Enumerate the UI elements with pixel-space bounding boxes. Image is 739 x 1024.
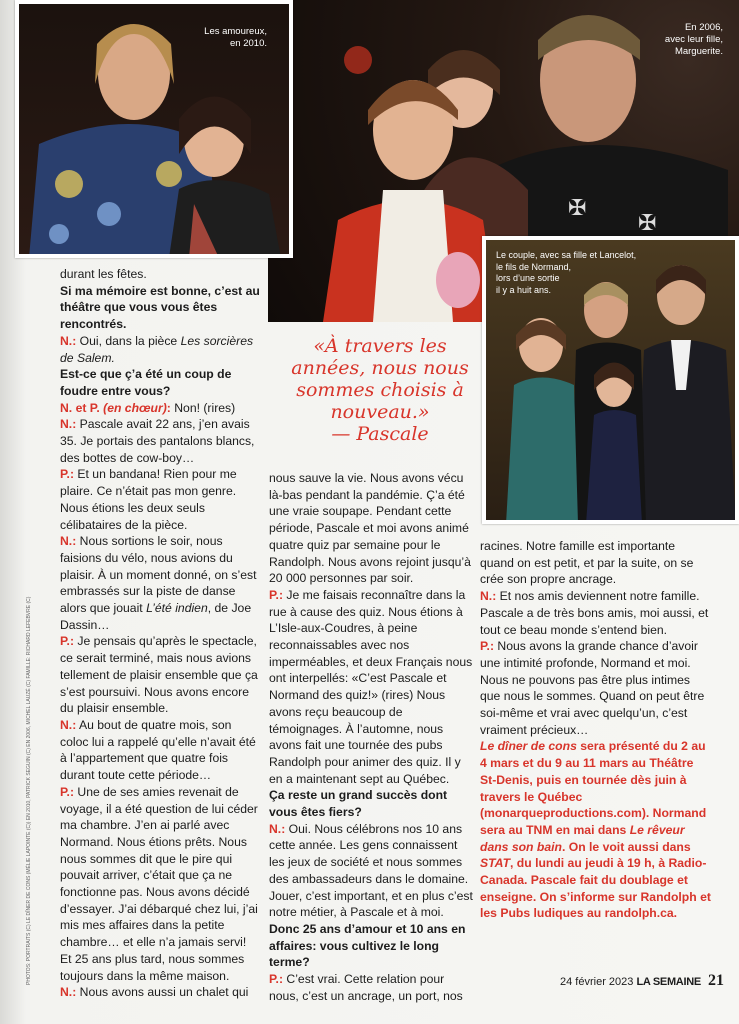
question: Donc 25 ans d’amour et 10 ans en affaires: vous cultivez le long terme? [269,921,466,970]
answer-text: Je me faisais reconnaître dans la rue à cause des quiz. Nous étions à L’Isle-aux-Coudres, à peine reconnaissables avec nos imperméables, et deux Français nous ont interpellés: «C’est Pascale et Normand des quiz!» (rires) Nous avons reçu beaucoup de témoignages. À l’automne, nous avons fait une tournée des pubs Randolph pour animer des quiz. Il y en a maintenant sept au Québec. [269,587,473,786]
question: Si ma mémoire est bonne, c’est au théâtre que vous vous êtes rencontrés. [60,283,260,332]
caption-2010: Les amoureux, en 2010. [204,26,267,49]
info-box: Le dîner de cons sera présenté du 2 au 4 mars et du 9 au 11 mars au Théâtre St-Denis, puis en tournée dès juin à travers le Québec (monarqueproductions.com). Normand sera au TNM en mai dans Le rêveur dans son bain. On le voit aussi dans STAT, du lundi au jeudi à 19 h, à Radio-Canada. Pascale fait du doublage et enseigne. On s’informe sur Randolph et les Pubs ludiques au randolph.ca. [480,739,711,921]
show-title: Le rêveur dans son bain [480,822,685,854]
answer-text: Nous avons aussi un chalet qui [79,985,249,1000]
photo-couple-2010 [15,0,293,258]
column-2 [269,470,475,1005]
page-footer [560,972,724,990]
show-title: Le dîner de cons [480,739,577,754]
answer-text: racines. Notre famille est importante quand on est petit, et par la suite, on se crée son propre ancrage. [480,539,694,587]
svg-text:✠: ✠ [568,196,587,221]
answer-text: Et nos amis deviennent notre famille. Pascale a de très bons amis, moi aussi, et tout ce beau monde s’entend bien. [480,589,709,637]
speaker-label: N.: [269,821,286,836]
magazine-name: LA SEMAINE [636,976,701,988]
speaker-note: (en chœur) [103,400,167,415]
answer-text: Pascale avait 22 ans, j’en avais 35. Je portais des pantalons blancs, des bottes de cow-boy… [60,417,255,465]
pull-quote-attribution: — Pascale [331,423,429,445]
answer-text: Nous sortions le soir, nous faisions du vélo, nous avions du plaisir. À un moment donné, on s’est embrassés sur la piste de danse alors que jouait [60,534,257,616]
issue-date: 24 février 2023 [560,976,634,988]
caption-outing: Le couple, avec sa fille et Lancelot, le fils de Normand, lors d’une sortie il y a huit ans. [496,250,637,295]
photo-credit: PHOTOS: PORTRAITS (C) LE DÎNER DE CONS (MÉLIE LAPOINTE (C)) EN 2010, PATRICK SEGUIN (C) EN 2006, MICHEL LAUZÉ (C) FAMILLE: RICHARD LEFEBVRE (C) [26,596,32,985]
answer-text: Oui, dans la pièce [79,333,178,348]
answer-text: Oui. Nous célébrons nos 10 ans cette année. Les gens connaissent les jeux de société et nous sommes des ambassadeurs dans le domaine. Jouer, c’est important, et en plus c’est notre métier, à Pascale et à moi. [269,821,473,920]
pull-quote-text: «À travers les années, nous nous sommes choisis à nouveau.» [291,335,469,423]
speaker-label: N.: [60,417,77,432]
answer-text: Non! (rires) [174,400,236,415]
caption-2006: En 2006, avec leur fille, Marguerite. [664,22,723,57]
speaker-label: P.: [480,639,495,654]
photo-family-outing [482,236,739,524]
column-1: durant les fêtes. Si ma mémoire est bonne, c’est au théâtre que vous vous êtes rencontrés. N.: Oui, dans la pièce Les sorcières de Salem. Est-ce que ç’a été un coup de foudre entre vous? N. et P. (en chœur): Non! (rires) N.: Pascale avait 22 ans, j’en avais 35. Je portais des pantalons blancs, des bottes de cow-boy… P.: Et un bandana! Rien pour me plaire. Ce n’était pas mon genre. Nous étions les deux seuls célibataires de la pièce. N.: Nous sortions le soir, nous faisions du vélo, nous avions du plaisir. À un moment donné, on s’est embrassés sur la piste de danse alors que jouait L’été indien, de Joe Dassin… P.: Je pensais qu’après le spectacle, ce serait terminé, mais nous avions tellement de plaisir ensemble que ça s’est poursuivi. Nous avons encore du plaisir ensemble. N.: Au bout de quatre mois, son coloc lui a rappelé qu’elle n’avait été à l’appartement que quatre fois durant toute cette période… P.: Une de ses amies revenait de voyage, il a été question de lui céder ma chambre. J’en ai parlé avec Normand. Nous étions prêts. Nous nous sommes dit que le pire qui pouvait arriver, c’était que ça ne fonctionne pas. Nous avons décidé d’essayer. J’ai débarqué chez lui, j’ai mis mes affaires dans la petite chambre… et elle n’a jamais servi! Et 25 ans plus tard, nous sommes toujours dans la même maison. N.: Nous avons aussi un chalet qui [60,267,260,1000]
answer-text: Je pensais qu’après le spectacle, ce serait terminé, mais nous avions tellement de plaisir ensemble que ça s’est poursuivi. Nous avons encore du plaisir ensemble. [60,634,258,716]
answer-text: Une de ses amies revenait de voyage, il a été question de lui céder ma chambre. J’en ai parlé avec Normand. Nous étions prêts. Nous nous sommes dit que le pire qui pouvait arriver, c’était que ça ne fonctionne pas. Nous avons décidé d’essayer. J’ai débarqué chez lui, j’ai mis mes affaires dans la petite chambre… et elle n’a jamais servi! Et 25 ans plus tard, nous sommes toujours dans la même maison. [60,784,258,983]
speaker-label: P.: [60,634,75,649]
song-title: L’été indien [146,601,208,616]
answer-text: C’est vrai. Cette relation pour nous, c’est un ancrage, un port, nos [269,972,463,1003]
speaker-label: N. et P. [60,400,100,415]
speaker-label: N.: [480,589,497,604]
answer-text: Et un bandana! Rien pour me plaire. Ce n’était pas mon genre. Nous étions les deux seuls célibataires de la pièce. [60,467,237,532]
speaker-label: N.: [60,534,77,549]
show-title: STAT [480,856,511,871]
speaker-label: P.: [60,467,75,482]
answer-text: Nous avons la grande chance d’avoir une intimité profonde, Normand et moi. Nous ne pouvons pas être plus intimes que nous le sommes. Quand on peut être soi-même et vrai avec quelqu’un, c’est vraiment précieux… [480,639,705,737]
speaker-label: N.: [60,985,77,1000]
column-3 [480,538,712,922]
question: Est-ce que ç’a été un coup de foudre entre vous? [60,367,232,398]
speaker-label: N.: [60,717,77,732]
svg-text:✠: ✠ [638,211,657,236]
speaker-label: N.: [60,333,77,348]
question: Ça reste un grand succès dont vous êtes fiers? [269,788,448,820]
page-number: 21 [707,972,724,989]
speaker-label: P.: [60,784,75,799]
answer-text: Au bout de quatre mois, son coloc lui a rappelé qu’elle n’avait été à l’appartement que quatre fois durant toute cette période… [60,717,256,783]
answer-text: nous sauve la vie. Nous avons vécu là-bas pendant la pandémie. Ç’a été une vraie soupape. Pendant cette période, Pascale et moi avons animé quatre quiz par semaine pour le Randolph. Nous avons rejoint jusqu’à 20 000 personnes par soir. [269,471,471,586]
speaker-label: P.: [269,587,284,602]
speaker-label: P.: [269,972,284,987]
pull-quote [280,335,480,445]
play-title: Les sorcières de Salem. [60,333,254,365]
text-line: durant les fêtes. [60,267,147,281]
